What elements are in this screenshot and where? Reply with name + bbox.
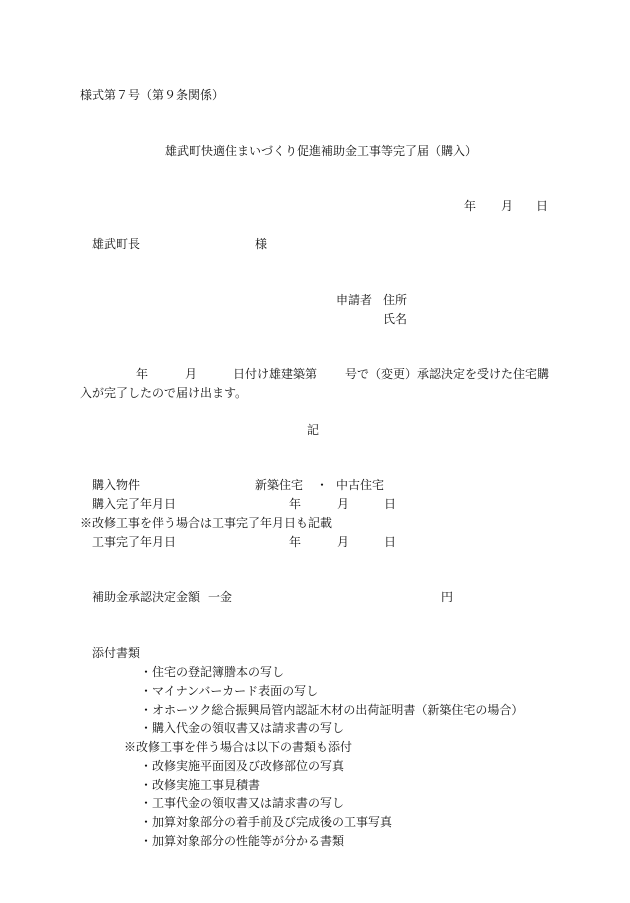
subsidy-amount-label: 補助金承認決定金額 xyxy=(92,590,201,604)
property-option-used: 中古住宅 xyxy=(336,478,385,492)
construction-date-day: 日 xyxy=(384,535,397,549)
attachment-item: ・住宅の登記簿謄本の写し xyxy=(140,665,285,679)
renovation-attachment-item: ・改修実施平面図及び改修部位の写真 xyxy=(140,759,345,773)
subsidy-amount-prefix: 一金 xyxy=(208,590,233,604)
date-day-label: 日 xyxy=(536,199,549,213)
subsidy-amount-unit: 円 xyxy=(441,590,454,604)
purchase-date-year: 年 xyxy=(289,497,302,511)
attachments-renovation-note: ※改修工事を伴う場合は以下の書類も添付 xyxy=(124,740,353,754)
addressee-name: 雄武町長 xyxy=(92,237,141,251)
property-label: 購入物件 xyxy=(92,478,141,492)
body-month-label: 月 xyxy=(185,367,198,381)
body-text-line1: 号で（変更）承認決定を受けた住宅購 xyxy=(345,367,550,381)
purchase-date-day: 日 xyxy=(384,497,397,511)
applicant-label: 申請者 xyxy=(336,293,373,307)
attachment-item: ・オホーツク総合振興局管内認証木材の出荷証明書（新築住宅の場合） xyxy=(140,703,524,717)
body-text-line2: 入が完了したので届け出ます。 xyxy=(80,386,248,400)
applicant-address-label: 住所 xyxy=(383,293,408,307)
ki-heading: 記 xyxy=(307,423,320,437)
applicant-name-label: 氏名 xyxy=(383,312,408,326)
form-number: 様式第７号（第９条関係） xyxy=(80,88,225,102)
attachments-header: 添付書類 xyxy=(92,646,141,660)
property-separator: ・ xyxy=(316,478,329,492)
body-date-reference: 日付け雄建築第 xyxy=(233,367,318,381)
renovation-attachment-item: ・改修実施工事見積書 xyxy=(140,778,261,792)
attachment-item: ・マイナンバーカード表面の写し xyxy=(140,684,319,698)
attachment-item: ・購入代金の領収書又は請求書の写し xyxy=(140,721,345,735)
property-option-new: 新築住宅 xyxy=(255,478,304,492)
addressee-honorific: 様 xyxy=(255,237,268,251)
purchase-date-label: 購入完了年月日 xyxy=(92,497,177,511)
construction-date-label: 工事完了年月日 xyxy=(92,535,177,549)
renovation-attachment-item: ・工事代金の領収書又は請求書の写し xyxy=(140,796,345,810)
date-month-label: 月 xyxy=(501,199,514,213)
renovation-attachment-item: ・加算対象部分の性能等が分かる書類 xyxy=(140,834,345,848)
renovation-attachment-item: ・加算対象部分の着手前及び完成後の工事写真 xyxy=(140,815,393,829)
construction-date-year: 年 xyxy=(289,535,302,549)
document-title: 雄武町快適住まいづくり促進補助金工事等完了届（購入） xyxy=(165,144,478,158)
construction-date-month: 月 xyxy=(337,535,350,549)
body-year-label: 年 xyxy=(136,367,149,381)
date-year-label: 年 xyxy=(464,199,477,213)
purchase-date-month: 月 xyxy=(337,497,350,511)
renovation-date-note: ※改修工事を伴う場合は工事完了年月日も記載 xyxy=(80,516,333,530)
